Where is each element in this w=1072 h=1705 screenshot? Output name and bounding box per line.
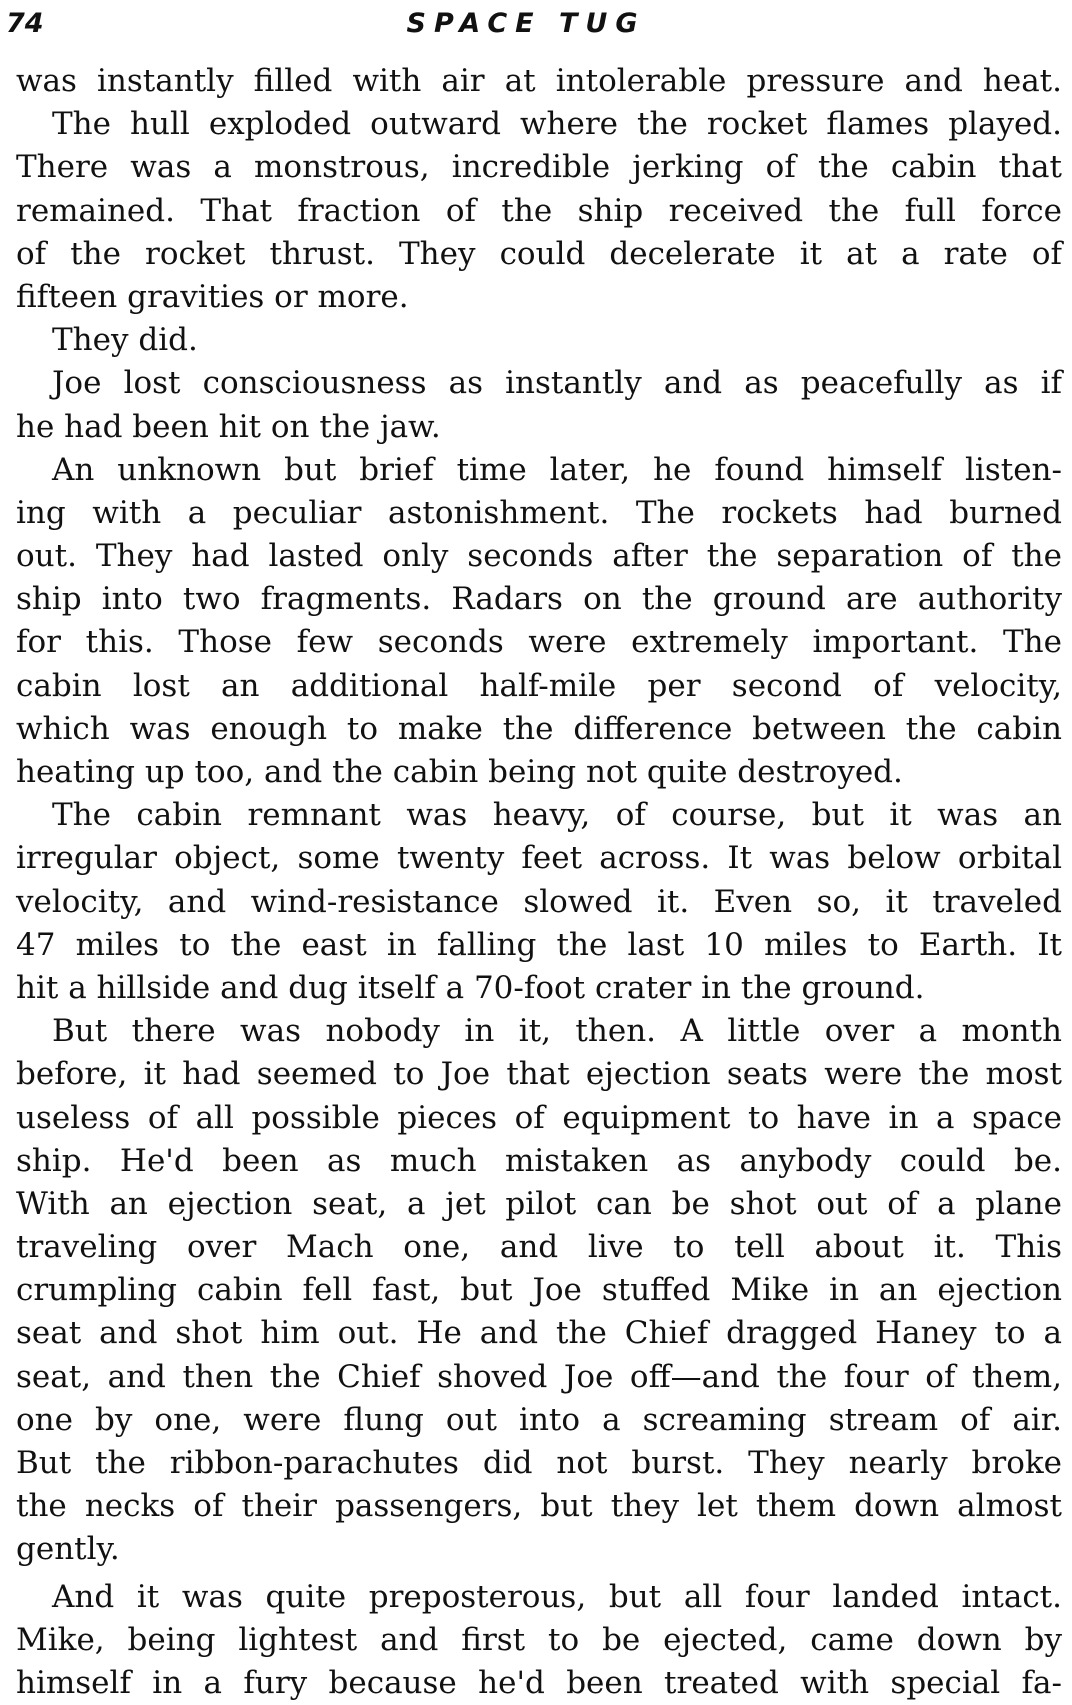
running-title: SPACE TUG (406, 8, 646, 39)
page-number: 74 (6, 8, 44, 39)
text-line: himself in a fury because he'd been treated with special fa- (16, 1664, 1062, 1701)
text-line: fifteen gravities or more. (16, 278, 409, 315)
text-line: of the rocket thrust. They could decelerate it at a rate of (16, 235, 1062, 272)
text-line: They did. (52, 322, 198, 359)
text-line: 47 miles to the east in falling the last 10 miles to Earth. It (16, 926, 1062, 963)
text-line: gently. (16, 1531, 120, 1568)
text-line: the necks of their passengers, but they let them down almost (16, 1488, 1062, 1525)
text-line: seat, and then the Chief shoved Joe off—and the four of them, (16, 1358, 1062, 1395)
text-line: cabin lost an additional half-mile per second of velocity, (16, 667, 1062, 704)
text-line: useless of all possible pieces of equipment to have in a space (16, 1099, 1062, 1136)
text-line: velocity, and wind-resistance slowed it. Even so, it traveled (16, 883, 1062, 920)
body-text (16, 60, 1062, 1705)
text-line: ship into two fragments. Radars on the ground are authority (16, 581, 1062, 618)
text-line: one by one, were flung out into a screaming stream of air. (16, 1401, 1062, 1438)
text-line: for this. Those few seconds were extremely important. The (16, 624, 1062, 661)
text-line: With an ejection seat, a jet pilot can be shot out of a plane (16, 1185, 1062, 1222)
running-head (6, 6, 1046, 42)
text-line: was instantly filled with air at intolerable pressure and heat. (16, 63, 1062, 99)
text-line: Mike, being lightest and first to be ejected, came down by (16, 1621, 1062, 1658)
text-line: irregular object, some twenty feet across. It was below orbital (16, 840, 1062, 877)
text-line: ship. He'd been as much mistaken as anybody could be. (16, 1142, 1062, 1179)
text-line: There was a monstrous, incredible jerking of the cabin that (16, 149, 1062, 186)
text-line: The hull exploded outward where the rocket flames played. (52, 106, 1062, 143)
text-line: which was enough to make the difference between the cabin (16, 710, 1062, 747)
text-line: hit a hillside and dug itself a 70-foot crater in the ground. (16, 969, 925, 1006)
text-line: But there was nobody in it, then. A little over a month (52, 1013, 1062, 1050)
text-line: heating up too, and the cabin being not quite destroyed. (16, 754, 903, 790)
text-line: before, it had seemed to Joe that ejection seats were the most (16, 1056, 1062, 1093)
text-line: The cabin remnant was heavy, of course, but it was an (52, 797, 1062, 834)
text-line: But the ribbon-parachutes did not burst. They nearly broke (16, 1445, 1062, 1481)
text-line: seat and shot him out. He and the Chief dragged Haney to a (16, 1315, 1062, 1352)
text-line: And it was quite preposterous, but all four landed intact. (52, 1578, 1062, 1615)
text-line: ing with a peculiar astonishment. The rockets had burned (16, 494, 1062, 531)
text-line: out. They had lasted only seconds after the separation of the (16, 538, 1062, 575)
text-line: crumpling cabin fell fast, but Joe stuffed Mike in an ejection (16, 1272, 1062, 1309)
text-line: traveling over Mach one, and live to tell about it. This (16, 1229, 1062, 1266)
text-line: remained. That fraction of the ship received the full force (16, 192, 1062, 229)
text-line: Joe lost consciousness as instantly and as peacefully as if (52, 365, 1062, 402)
text-line: he had been hit on the jaw. (16, 408, 441, 445)
text-line: An unknown but brief time later, he found himself listen- (52, 451, 1062, 488)
